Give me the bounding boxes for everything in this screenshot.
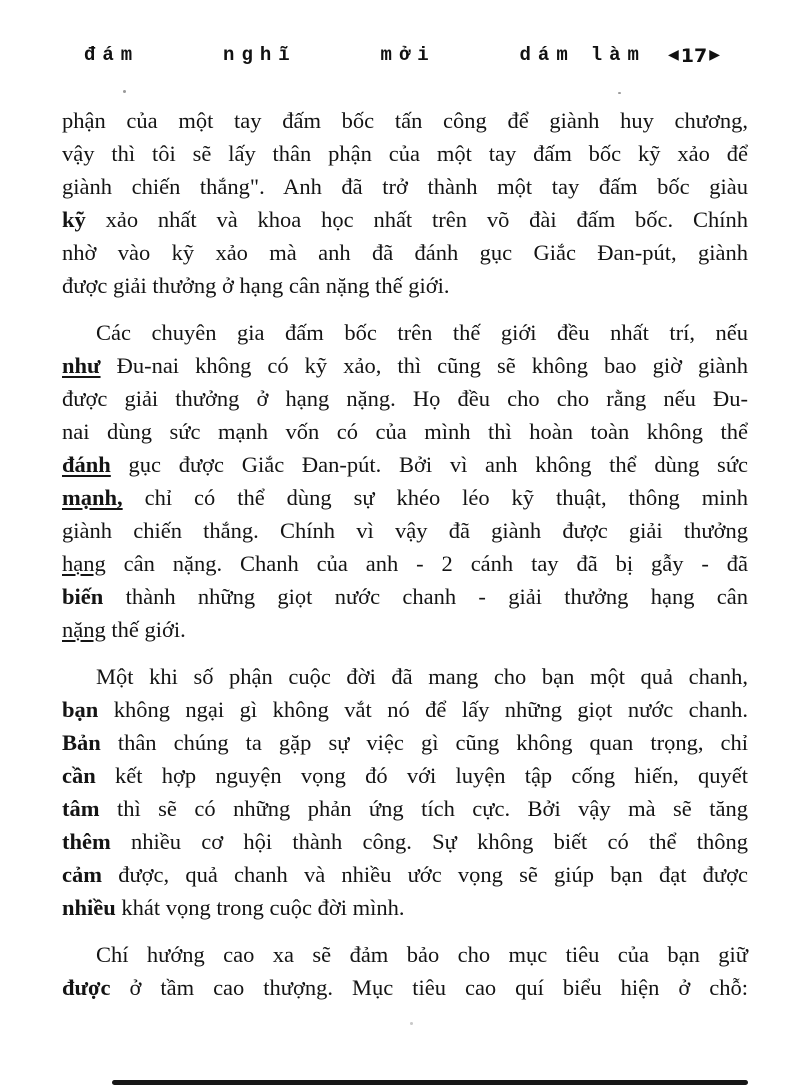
text-line (62, 514, 748, 547)
text-segment: biến (62, 584, 104, 609)
text-line (62, 137, 748, 170)
text-line (62, 660, 748, 693)
running-header (84, 44, 720, 67)
text-segment: cảm (62, 862, 102, 887)
text-line (62, 104, 748, 137)
text-line (62, 971, 748, 1004)
text-line (62, 203, 748, 236)
text-segment: xảo nhất và khoa học nhất trên võ đài đấm bốc. Chính (85, 207, 748, 232)
text-segment: vậy thì tôi sẽ lấy thân phận của một tay đấm bốc kỹ xảo để (62, 141, 748, 166)
text-segment: nhiều (62, 895, 116, 920)
text-segment: được (62, 975, 111, 1000)
text-line (62, 825, 748, 858)
text-line (62, 693, 748, 726)
text-segment: Đu-nai không có kỹ xảo, thì cũng sẽ không bao giờ giành (100, 353, 748, 378)
text-line (62, 269, 748, 302)
text-segment: mạnh, (62, 485, 123, 510)
header-word-3: mởi (380, 44, 436, 66)
paragraph (62, 316, 748, 646)
scan-speck (410, 1022, 413, 1025)
page-number-group (668, 45, 720, 67)
text-segment: Chí hướng cao xa sẽ đảm bảo cho mục tiêu của bạn giữ (96, 942, 748, 967)
text-line (62, 236, 748, 269)
text-segment: kết hợp nguyện vọng đó với luyện tập cống hiến, quyết (95, 763, 748, 788)
text-line (62, 448, 748, 481)
text-segment: tâm (62, 796, 100, 821)
text-segment: thành những giọt nước chanh - giải thưởng hạng cân (103, 584, 748, 609)
text-line (62, 316, 748, 349)
text-segment: chỉ có thể dùng sự khéo léo kỹ thuật, thông minh (122, 485, 748, 510)
text-segment: gục được Giắc Đan-pút. Bởi vì anh không thể dùng sức (110, 452, 748, 477)
text-segment: thân chúng ta gặp sự việc gì cũng không quan trọng, chỉ (100, 730, 748, 755)
text-segment: không ngại gì không vắt nó để lấy những giọt nước chanh. (98, 697, 748, 722)
text-segment: Bản (62, 730, 101, 755)
header-word-5: làm (590, 44, 646, 66)
text-segment: nai dùng sức mạnh vốn có của mình thì hoàn toàn không thể (62, 419, 748, 444)
paragraph (62, 938, 748, 1004)
text-line (62, 349, 748, 382)
text-segment: cần (62, 763, 96, 788)
text-segment: được giải thưởng ở hạng nặng. Họ đều cho cho rằng nếu Đu- (62, 386, 748, 411)
text-segment: thì sẽ có những phản ứng tích cực. Bởi vậy mà sẽ tăng (99, 796, 748, 821)
text-segment: ở tầm cao thượng. Mục tiêu cao quí biểu hiện ở chỗ: (110, 975, 748, 1000)
text-segment: thêm (62, 829, 111, 854)
header-right-group (520, 44, 720, 67)
text-line (62, 481, 748, 514)
text-segment: kỹ (62, 207, 86, 232)
page-number: 17 (680, 45, 708, 67)
text-segment: nhờ vào kỹ xảo mà anh đã đánh gục Giắc Đan-pút, giành (62, 240, 748, 265)
text-segment: bạn (62, 697, 99, 722)
page-body (62, 104, 748, 1018)
text-segment: giành chiến thắng". Anh đã trở thành một tay đấm bốc giàu (62, 174, 748, 199)
text-line (62, 170, 748, 203)
header-word-4: dám (519, 44, 575, 66)
text-segment: cân nặng. Chanh của anh - 2 cánh tay đã bị gẫy - đã (105, 551, 748, 576)
text-line (62, 580, 748, 613)
text-line (62, 759, 748, 792)
scan-speck (123, 90, 126, 93)
text-segment: phận của một tay đấm bốc tấn công để giành huy chương, (62, 108, 748, 133)
paragraph (62, 660, 748, 924)
text-segment: được giải thưởng ở hạng cân nặng thế giới. (62, 273, 450, 298)
text-line (62, 726, 748, 759)
text-segment: đánh (62, 452, 111, 477)
text-segment: thế giới. (105, 617, 186, 642)
text-line (62, 858, 748, 891)
text-segment: hạng (62, 551, 106, 576)
text-segment: Một khi số phận cuộc đời đã mang cho bạn một quả chanh, (96, 664, 748, 689)
text-segment: nặng (62, 617, 106, 642)
header-word-1: đám (84, 44, 140, 66)
text-segment: khát vọng trong cuộc đời mình. (115, 895, 405, 920)
scan-speck (618, 92, 621, 94)
bottom-scan-rule (112, 1080, 748, 1085)
header-word-2: nghĩ (223, 44, 297, 66)
text-line (62, 792, 748, 825)
left-triangle-icon: ◀ (667, 47, 679, 63)
text-line (62, 415, 748, 448)
text-segment: như (62, 353, 101, 378)
text-line (62, 547, 748, 580)
text-line (62, 613, 748, 646)
text-line (62, 891, 748, 924)
text-segment: giành chiến thắng. Chính vì vậy đã giành được giải thưởng (62, 518, 748, 543)
text-line (62, 382, 748, 415)
text-segment: được, quả chanh và nhiều ước vọng sẽ giúp bạn đạt được (101, 862, 748, 887)
text-segment: Các chuyên gia đấm bốc trên thế giới đều nhất trí, nếu (96, 320, 748, 345)
text-segment: nhiều cơ hội thành công. Sự không biết có thể thông (110, 829, 748, 854)
paragraph (62, 104, 748, 302)
right-triangle-icon: ▶ (709, 47, 720, 63)
text-line (62, 938, 748, 971)
